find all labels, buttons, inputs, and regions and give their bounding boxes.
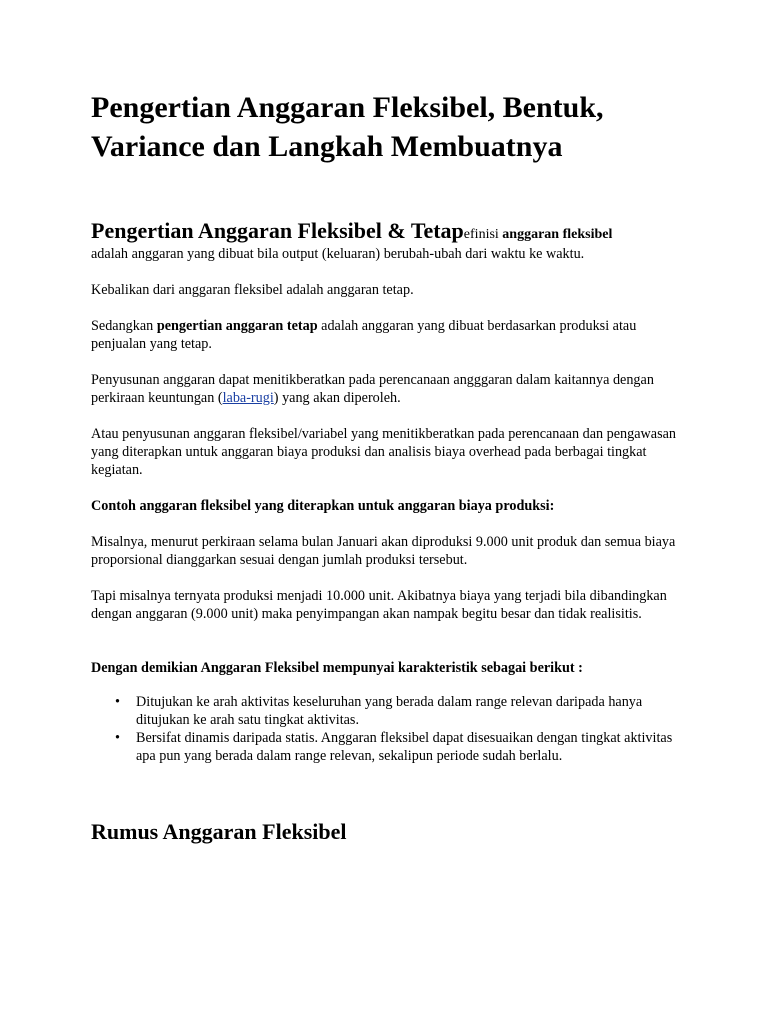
- section-heading-formula: Rumus Anggaran Fleksibel: [91, 819, 347, 844]
- p3-bold: pengertian anggaran tetap: [156, 318, 318, 334]
- list-item-text: Ditujukan ke arah aktivitas keseluruhan yang berada dalam range relevan daripada hanya ditujukan ke arah satu tingkat aktivitas.: [136, 694, 643, 728]
- heading-tail-text: efinisi: [463, 227, 503, 242]
- p3-suffix: adalah anggaran yang dibuat berdasarkan produksi atau penjualan yang tetap.: [91, 318, 637, 352]
- section-heading-text: Pengertian Anggaran Fleksibel & Tetap: [91, 218, 464, 243]
- p9-bold: Dengan demikian Anggaran Fleksibel mempunyai karakteristik sebagai berikut :: [91, 660, 583, 676]
- p4-suffix: ) yang akan diperoleh.: [273, 390, 401, 406]
- paragraph-fixed-budget: [91, 317, 681, 353]
- paragraph-opposite: Kebalikan dari anggaran fleksibel adalah anggaran tetap.: [91, 282, 414, 298]
- paragraph-example-deviation: Tapi misalnya ternyata produksi menjadi 10.000 unit. Akibatnya biaya yang terjadi bila dibandingkan dengan anggaran (9.000 unit) maka penyimpangan akan nampak begitu besar dan tidak realisitis.: [91, 588, 667, 622]
- bullet-icon: •: [115, 694, 120, 710]
- document-title: Pengertian Anggaran Fleksibel, Bentuk, Variance dan Langkah Membuatnya: [91, 91, 604, 163]
- p4-prefix: Penyusunan anggaran dapat menitikberatkan pada perencanaan angggaran dalam kaitannya dengan perkiraan keuntungan (: [91, 372, 654, 406]
- paragraph-characteristics-heading: [91, 659, 681, 677]
- paragraph-definition: adalah anggaran yang dibuat bila output (keluaran) berubah-ubah dari waktu ke waktu.: [91, 246, 585, 262]
- p3-prefix: Sedangkan: [91, 318, 157, 334]
- heading-tail-bold: anggaran fleksibel: [502, 227, 613, 242]
- list-item-text: Bersifat dinamis daripada statis. Anggaran fleksibel dapat disesuaikan dengan tingkat aktivitas apa pun yang berada dalam range relevan, sekalipun periode sudah berlalu.: [136, 730, 673, 764]
- paragraph-planning: [91, 371, 681, 407]
- p6-bold: Contoh anggaran fleksibel yang diterapkan untuk anggaran biaya produksi:: [91, 498, 555, 514]
- section-heading-definition: [91, 218, 691, 244]
- paragraph-example-heading: [91, 497, 681, 515]
- paragraph-variable-budget: Atau penyusunan anggaran fleksibel/variabel yang menitikberatkan pada perencanaan dan pengawasan yang diterapkan untuk anggaran biaya produksi dan analisis biaya overhead pada berbagai tingkat kegiatan.: [91, 426, 676, 478]
- list-item: [91, 729, 691, 765]
- list-item: [91, 693, 691, 729]
- laba-rugi-link[interactable]: laba-rugi: [222, 390, 274, 406]
- paragraph-example-january: Misalnya, menurut perkiraan selama bulan Januari akan diproduksi 9.000 unit produk dan semua biaya proporsional dianggarkan sesuai dengan jumlah produksi tersebut.: [91, 534, 676, 568]
- bullet-icon: •: [115, 730, 120, 746]
- characteristics-list: [91, 693, 691, 765]
